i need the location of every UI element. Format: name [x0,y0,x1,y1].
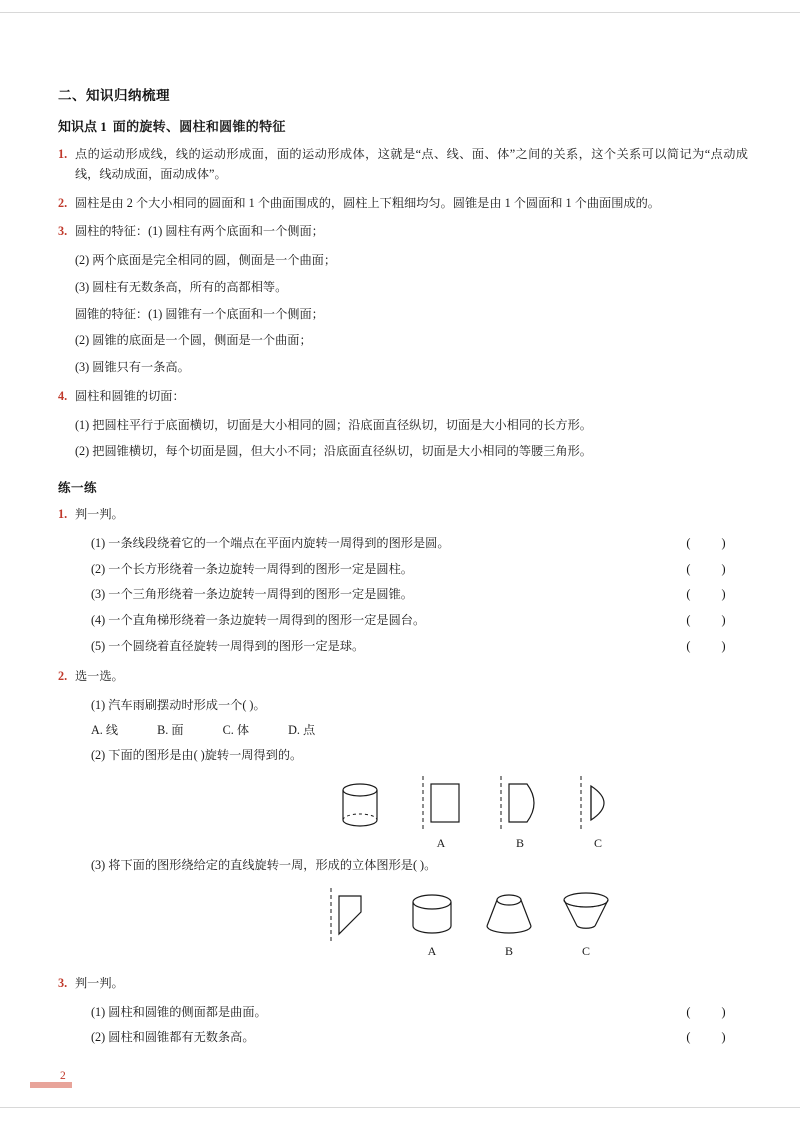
point-3-line-6: (3) 圆锥只有一条高。 [75,360,190,375]
q2b-option-figure-a[interactable] [403,890,461,959]
point-4-line-2: (2) 把圆锥横切，每个切面是圆，但大小不同；沿底面直径纵切，切面是大小相同的等腰三角形。 [75,444,592,459]
practice-q1 [58,505,748,525]
q1-item-5 [91,637,748,657]
q2b-option-b-label: B [504,943,513,958]
knowledge-point-header [58,116,748,135]
point-2 [58,194,748,214]
page-number: 2 [60,1070,66,1082]
q1-answer-box-1[interactable]: ( ) [686,535,740,550]
frustum-icon [479,886,539,942]
q2-figure-row-2 [91,882,748,968]
q1-item-3 [91,585,748,605]
q2-sub-1: (1) 汽车雨刷摆动时形成一个( )。 [91,697,266,712]
footer-accent-bar [30,1082,72,1088]
q1-answer-box-5[interactable]: ( ) [686,639,740,654]
page-content [58,84,748,1054]
q2-sub-3: (3) 将下面的图形绕给定的直线旋转一周，形成的立体图形是( )。 [91,858,437,873]
q1-item-2-text: (2) 一个长方形绕着一条边旋转一周得到的图形一定是圆柱。 [91,561,413,576]
half-rounded-shape-icon [489,774,551,834]
q1-item-2 [91,560,748,580]
point-3-number: 3. [58,224,68,239]
section-title: 二、知识归纳梳理 [58,88,170,103]
q1-answer-box-3[interactable]: ( ) [686,587,740,602]
q2-option-b[interactable]: B. 面 [157,723,184,738]
q1-answer-box-4[interactable]: ( ) [686,613,740,628]
rectangle-with-axis-icon [411,774,471,834]
q1-item-4 [91,611,748,631]
q2-option-figure-a[interactable] [411,774,471,851]
q2-given-plane-figure [319,886,381,946]
q2b-option-a-label: A [427,943,437,958]
cylinder-icon [331,778,389,834]
q2b-option-figure-b[interactable] [479,886,539,959]
q2-number: 2. [58,668,68,683]
q3-item-2-text: (2) 圆柱和圆锥都有无数条高。 [91,1030,255,1045]
q2b-option-c-label: C [581,943,590,958]
q2-option-c[interactable]: C. 体 [222,723,250,738]
q1-item-4-text: (4) 一个直角梯形绕着一条边旋转一周得到的图形一定是圆台。 [91,613,426,628]
bottom-rule [0,1107,800,1108]
q2-stem: 选一选。 [75,668,124,683]
q2-option-d[interactable]: D. 点 [288,723,316,738]
point-4-line-1: (1) 把圆柱平行于底面横切，切面是大小相同的圆；沿底面直径纵切，切面是大小相同的长方形。 [75,417,592,432]
point-3-line-3: (3) 圆柱有无数条高，所有的高都相等。 [75,279,288,294]
q2-options [91,721,748,738]
q2-option-a[interactable]: A. 线 [91,723,119,738]
q2-option-figure-c[interactable] [567,774,629,851]
point-3-text: 圆柱的特征：(1) 圆柱有两个底面和一个侧面； [75,224,324,239]
q1-stem: 判一判。 [75,507,124,522]
right-trapezoid-with-axis-icon [319,886,381,946]
practice-q3 [58,974,748,994]
q1-item-5-text: (5) 一个圆绕着直径旋转一周得到的图形一定是球。 [91,639,365,654]
q2-option-c-label: C [593,836,602,851]
point-4-number: 4. [58,388,68,403]
q2-figure-row-1 [91,772,748,852]
inverted-frustum-icon [555,886,617,942]
practice-q2 [58,667,748,687]
point-3-line-2: (2) 两个底面是完全相同的圆，侧面是一个曲面； [75,253,337,268]
q1-answer-box-2[interactable]: ( ) [686,561,740,576]
semicircle-shape-icon [567,774,629,834]
knowledge-point-label: 知识点 1 [58,119,107,134]
q3-item-2 [91,1028,748,1048]
point-3-line-5: (2) 圆锥的底面是一个圆，侧面是一个曲面； [75,333,312,348]
cylinder-icon [403,890,461,942]
point-2-number: 2. [58,195,68,210]
point-4-text: 圆柱和圆锥的切面： [75,388,185,403]
q2-option-figure-b[interactable] [489,774,551,851]
q3-item-1 [91,1003,748,1023]
point-1-text: 点的运动形成线，线的运动形成面，面的运动形成体，这就是“点、线、面、体”之间的关系，这个关系可以简记为“点动成线，线动成面，面动成体”。 [75,147,748,181]
point-1 [58,145,748,185]
knowledge-point-title: 面的旋转、圆柱和圆锥的特征 [112,119,286,134]
point-3-line-4: 圆锥的特征：(1) 圆锥有一个底面和一个侧面； [75,306,324,321]
q2b-option-figure-c[interactable] [555,886,617,959]
point-3 [58,222,748,242]
point-1-number: 1. [58,147,68,161]
q3-stem: 判一判。 [75,975,124,990]
q1-number: 1. [58,507,68,522]
q1-item-1 [91,534,748,554]
q1-item-3-text: (3) 一个三角形绕着一条边旋转一周得到的图形一定是圆锥。 [91,587,413,602]
point-2-text: 圆柱是由 2 个大小相同的圆面和 1 个曲面围成的，圆柱上下粗细均匀。圆锥是由 1 个圆面和 1 个曲面围成的。 [75,195,660,210]
q1-item-1-text: (1) 一条线段绕着它的一个端点在平面内旋转一周得到的图形是圆。 [91,535,450,550]
q3-number: 3. [58,975,68,990]
q3-item-1-text: (1) 圆柱和圆锥的侧面都是曲面。 [91,1004,267,1019]
q2-target-solid-figure [331,778,389,834]
practice-title: 练一练 [58,481,98,496]
point-4 [58,387,748,407]
q2-sub-2: (2) 下面的图形是由( )旋转一周得到的。 [91,748,303,763]
q3-answer-box-2[interactable]: ( ) [686,1030,740,1045]
top-rule [0,12,800,13]
q2-option-a-label: A [436,836,446,851]
q2-option-b-label: B [515,836,524,851]
q3-answer-box-1[interactable]: ( ) [686,1004,740,1019]
